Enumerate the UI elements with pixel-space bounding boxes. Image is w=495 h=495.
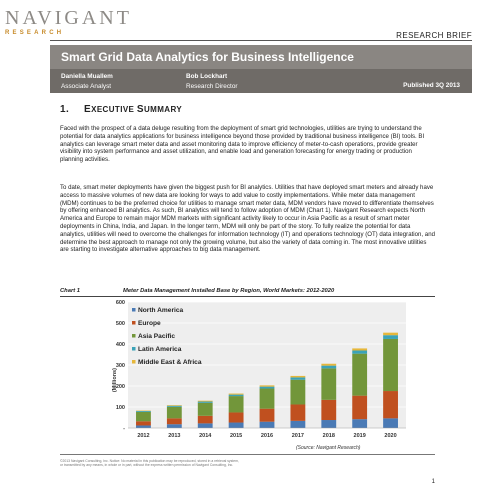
y-tick-label: 600: [115, 300, 125, 306]
bar-north-america-2016: [260, 422, 275, 428]
header-divider: [50, 40, 472, 41]
bar-north-america-2012: [136, 425, 151, 428]
bar-north-america-2014: [198, 423, 213, 428]
bar-latin-america-2018: [321, 366, 336, 369]
chart-caption: [60, 288, 435, 297]
legend-label: Latin America: [138, 346, 182, 353]
author-2: [186, 72, 238, 92]
x-tick-label: 2018: [322, 433, 335, 439]
section-title-cap-1: E: [84, 104, 92, 115]
bar-asia-pacific-2018: [321, 368, 336, 400]
bar-latin-america-2015: [229, 395, 244, 396]
section-title-rest-1: XECUTIVE: [91, 105, 137, 114]
author-2-name: Bob Lockhart: [186, 73, 228, 80]
legend-label: Asia Pacific: [138, 333, 176, 340]
legend-swatch: [132, 347, 136, 351]
bar-europe-2017: [290, 404, 305, 420]
section-number: 1.: [60, 104, 70, 115]
bar-latin-america-2020: [383, 335, 398, 339]
bar-north-america-2020: [383, 418, 398, 428]
bar-latin-america-2019: [352, 351, 367, 354]
section-heading: [60, 104, 182, 115]
legend-swatch: [132, 308, 136, 312]
bar-europe-2012: [136, 421, 151, 425]
bar-europe-2019: [352, 396, 367, 420]
author-bar: [50, 69, 472, 93]
bar-europe-2020: [383, 391, 398, 418]
bar-north-america-2017: [290, 421, 305, 428]
chart-number: Chart 1: [60, 288, 80, 294]
bar-north-america-2013: [167, 424, 182, 428]
section-title-cap-2: S: [136, 104, 144, 115]
author-1-name: Daniella Muallem: [61, 73, 113, 80]
bar-europe-2016: [260, 409, 275, 422]
bar-asia-pacific-2016: [260, 389, 275, 409]
logo-subtitle: RESEARCH: [5, 30, 65, 36]
x-tick-label: 2015: [229, 433, 243, 439]
bar-asia-pacific-2015: [229, 396, 244, 412]
footer-divider: [60, 454, 435, 455]
page-title: Smart Grid Data Analytics for Business Intelligence: [50, 45, 472, 69]
bar-middle-east-africa-2016: [260, 385, 275, 386]
bar-asia-pacific-2013: [167, 407, 182, 419]
y-axis-label: (Millions): [112, 368, 118, 393]
chart: [110, 298, 412, 446]
bar-latin-america-2017: [290, 377, 305, 379]
page-number: 1: [431, 479, 435, 485]
bar-middle-east-africa-2014: [198, 401, 213, 402]
author-2-role: Research Director: [186, 83, 238, 90]
bar-latin-america-2012: [136, 411, 151, 412]
y-tick-label: 100: [115, 405, 125, 411]
y-tick-label: 200: [115, 384, 125, 390]
chart-title: Meter Data Management Installed Base by Region, World Markets: 2012-2020: [123, 288, 335, 294]
author-1-role: Associate Analyst: [61, 83, 112, 90]
chart-svg: [110, 298, 412, 446]
bar-middle-east-africa-2017: [290, 376, 305, 377]
bar-asia-pacific-2017: [290, 380, 305, 405]
chart-source: (Source: Navigant Research): [296, 445, 361, 451]
legend-swatch: [132, 334, 136, 338]
bar-middle-east-africa-2018: [321, 364, 336, 366]
bar-europe-2018: [321, 400, 336, 420]
bar-latin-america-2014: [198, 402, 213, 403]
bar-north-america-2015: [229, 423, 244, 428]
y-tick-label: 400: [115, 342, 125, 348]
publish-date: Published 3Q 2013: [403, 82, 460, 89]
paragraph-2: To date, smart meter deployments have given the biggest push for BI analytics. Utilities that have deployed smart meters and already have access to massive volumes of new data are looking for ways to add value to costly implementations. While meter data management (MDM) continues to be the preferred choice for utilities to manage smart meter data, MDM vendors have moved to differentiate themselves by offering enhanced BI analytics. As such, BI analytics will tend to follow adoption of MDM (Chart 1). Navigant Research expects North America and Europe to remain major MDM markets with significant activity likely to occur in Asia Pacific as a result of smart meter deployments in China, India, and Japan. In the longer term, MDM will only be part of the story. To fully realize the potential for data analytics, utilities will need to overcome the challenges for information technology (IT) and operations technology (OT) data integration, and determine the best approach to manage not only the growing volume, but also the variety of data coming in. The most innovative utilities are starting to investigate alternative approaches to big data management.: [60, 184, 435, 254]
y-tick-label: 500: [115, 321, 125, 327]
bar-middle-east-africa-2019: [352, 348, 367, 350]
bar-asia-pacific-2020: [383, 339, 398, 391]
bar-middle-east-africa-2015: [229, 394, 244, 395]
bar-europe-2013: [167, 418, 182, 424]
x-tick-label: 2017: [291, 433, 305, 439]
bar-latin-america-2016: [260, 387, 275, 389]
legend-label: Europe: [138, 320, 161, 327]
copyright-line-2: or transmitted by any means, in whole or in part, without the express written permission of Navigant Consulting, Inc.: [60, 463, 234, 468]
section-title-rest-2: UMMARY: [144, 105, 183, 114]
y-tick-label: 300: [115, 363, 125, 369]
navigant-logo: [5, 8, 132, 36]
document-type: RESEARCH BRIEF: [396, 31, 472, 40]
legend-swatch: [132, 360, 136, 364]
paragraph-1: Faced with the prospect of a data deluge resulting from the deployment of smart grid technologies, utilities are trying to understand the potential for data analytics applications for business intelligence beyond those provided by traditional business intelligence (BI) tools. BI analytics can leverage smart meter data and asset monitoring data to improve efficiency of meter-to-cash operations, provide greater visibility into system performance and asset utilization, and enable load and generation forecasting for energy trading or production planning activities.: [60, 125, 425, 164]
x-tick-label: 2020: [384, 433, 397, 439]
bar-europe-2015: [229, 412, 244, 422]
bar-middle-east-africa-2020: [383, 333, 398, 336]
bar-latin-america-2013: [167, 406, 182, 407]
legend-label: North America: [138, 307, 184, 314]
x-tick-label: 2016: [260, 433, 274, 439]
bar-middle-east-africa-2013: [167, 405, 182, 406]
x-tick-label: 2014: [199, 433, 212, 439]
bar-north-america-2019: [352, 419, 367, 428]
bar-asia-pacific-2012: [136, 412, 151, 421]
x-tick-label: 2013: [168, 433, 181, 439]
bar-asia-pacific-2014: [198, 403, 213, 416]
x-tick-label: 2012: [137, 433, 150, 439]
author-1: [61, 72, 113, 92]
bar-europe-2014: [198, 416, 213, 424]
y-tick-label: -: [123, 426, 125, 432]
copyright-notice: [60, 459, 390, 468]
copyright-line-1: ©2013 Navigant Consulting, Inc. Notice: No material in this publication may be reproduced, stored in a retrieval system,: [60, 459, 239, 463]
bar-north-america-2018: [321, 420, 336, 428]
logo-wordmark: NAVIGANT: [5, 7, 132, 29]
legend-swatch: [132, 321, 136, 325]
legend-label: Middle East & Africa: [138, 359, 202, 366]
x-tick-label: 2019: [353, 433, 366, 439]
bar-asia-pacific-2019: [352, 354, 367, 396]
